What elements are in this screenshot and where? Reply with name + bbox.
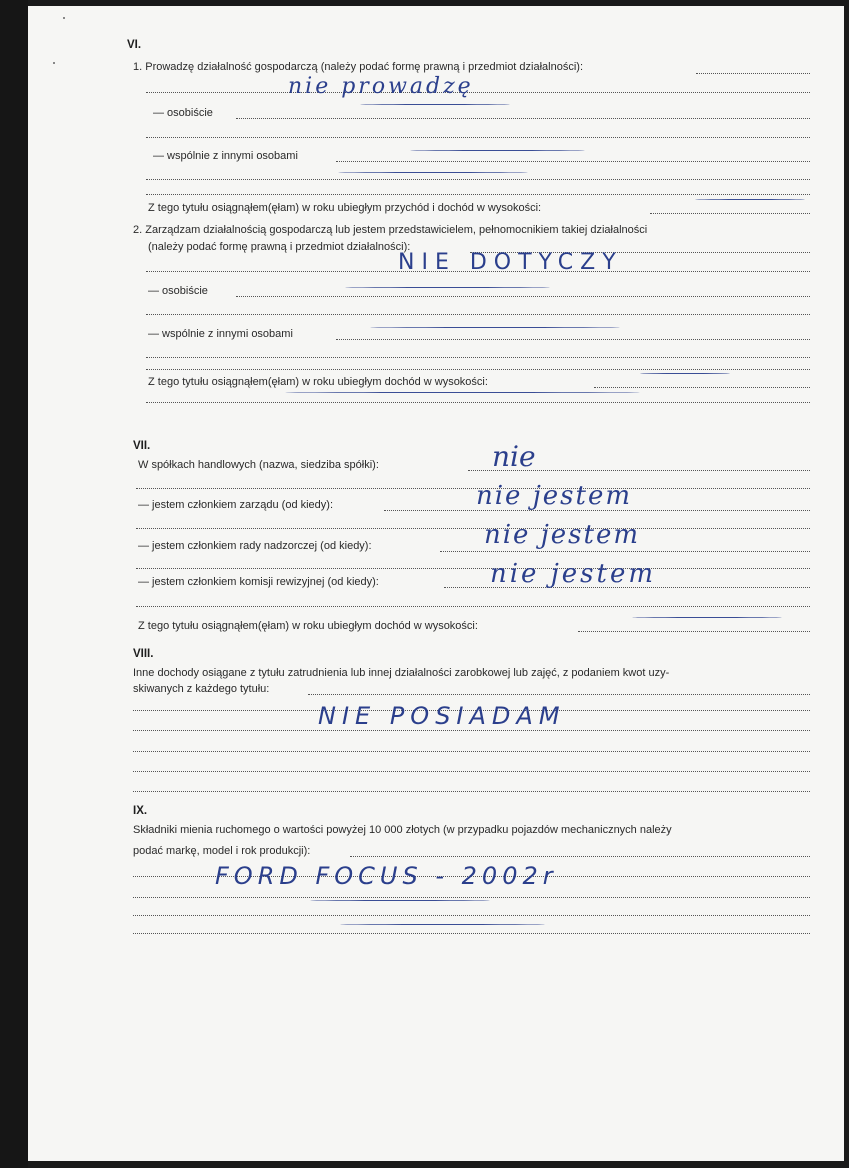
answer-line	[236, 296, 810, 297]
answer-line	[133, 730, 810, 731]
answer-line	[650, 213, 810, 214]
handwritten-stroke	[340, 924, 545, 925]
osobiscie-label: — osobiście	[153, 107, 213, 119]
answer-line	[146, 179, 810, 180]
question-1-label: 1. Prowadzę działalność gospodarczą (należy podać formę prawną i przedmiot działalności):	[133, 61, 584, 73]
answer-line	[146, 92, 810, 93]
mienie-label: Składniki mienia ruchomego o wartości powyżej 10 000 złotych (w przypadku pojazdów mechanicznych należy	[133, 824, 672, 836]
wspolnie-label-2: — wspólnie z innymi osobami	[148, 328, 293, 340]
handwritten-stroke	[285, 392, 640, 393]
answer-line	[350, 856, 810, 857]
answer-line	[146, 137, 810, 138]
handwritten-answer-rada: nie jestem	[484, 520, 640, 550]
answer-line	[594, 387, 810, 388]
scan-edge-left	[0, 0, 28, 1168]
handwritten-answer-mienie: FORD FOCUS - 2002r	[215, 862, 558, 890]
answer-line	[133, 933, 810, 934]
inne-dochody-label-cont: skiwanych z każdego tytułu:	[133, 683, 270, 695]
answer-line	[146, 314, 810, 315]
inne-dochody-label: Inne dochody osiągane z tytułu zatrudnienia lub innej działalności zarobkowej lub zajęć, z podaniem kwot uzy-	[133, 667, 670, 679]
osobiscie-label-2: — osobiście	[148, 285, 208, 297]
zarzad-label: — jestem członkiem zarządu (od kiedy):	[138, 499, 334, 511]
scan-speck	[63, 17, 65, 19]
answer-line	[136, 488, 810, 489]
question-2-label-cont: (należy podać formę prawną i przedmiot działalności):	[148, 241, 411, 253]
handwritten-answer-q2: NIE DOTYCZY	[398, 250, 623, 275]
handwritten-stroke	[632, 617, 782, 618]
handwritten-answer-komisja: nie jestem	[490, 559, 656, 589]
income-label-1: Z tego tytułu osiągnąłem(ęłam) w roku ubiegłym przychód i dochód w wysokości:	[148, 202, 542, 214]
answer-line	[440, 551, 810, 552]
answer-line	[146, 194, 810, 195]
handwritten-answer-q1: nie prowadzę	[288, 74, 474, 99]
komisja-label: — jestem członkiem komisji rewizyjnej (od kiedy):	[138, 576, 379, 588]
handwritten-stroke	[338, 172, 528, 173]
income-label-2: Z tego tytułu osiągnąłem(ęłam) w roku ubiegłym dochód w wysokości:	[148, 376, 488, 388]
answer-line	[146, 402, 810, 403]
answer-line	[308, 694, 810, 695]
answer-line	[336, 339, 810, 340]
handwritten-answer-inne-dochody: NIE POSIADAM	[318, 702, 566, 730]
income-label-7: Z tego tytułu osiągnąłem(ęłam) w roku ubiegłym dochód w wysokości:	[138, 620, 478, 632]
answer-line	[133, 915, 810, 916]
answer-line	[136, 528, 810, 529]
answer-line	[578, 631, 810, 632]
spolki-label: W spółkach handlowych (nazwa, siedziba spółki):	[138, 459, 379, 471]
answer-line	[133, 791, 810, 792]
handwritten-stroke	[695, 199, 805, 200]
answer-line	[133, 897, 810, 898]
handwritten-answer-zarzad: nie jestem	[476, 481, 632, 511]
section-heading-ix: IX.	[133, 805, 148, 817]
wspolnie-label: — wspólnie z innymi osobami	[153, 150, 298, 162]
handwritten-stroke	[640, 373, 730, 374]
answer-line	[146, 357, 810, 358]
section-heading-vi: VI.	[127, 39, 142, 51]
rada-label: — jestem członkiem rady nadzorczej (od kiedy):	[138, 540, 372, 552]
answer-line	[133, 751, 810, 752]
answer-line	[236, 118, 810, 119]
answer-line	[136, 606, 810, 607]
section-heading-viii: VIII.	[133, 648, 154, 660]
answer-line	[696, 73, 810, 74]
handwritten-stroke	[310, 900, 490, 901]
answer-line	[146, 369, 810, 370]
answer-line	[136, 568, 810, 569]
handwritten-stroke	[345, 287, 550, 288]
answer-line	[133, 771, 810, 772]
question-2-label: 2. Zarządzam działalnością gospodarczą lub jestem przedstawicielem, pełnomocnikiem takiej działalności	[133, 224, 648, 236]
scan-speck	[53, 62, 55, 64]
handwritten-stroke	[370, 327, 620, 328]
answer-line	[336, 161, 810, 162]
handwritten-answer-spolki: nie	[492, 440, 536, 473]
handwritten-stroke	[360, 104, 510, 105]
mienie-label-cont: podać markę, model i rok produkcji):	[133, 845, 311, 857]
section-heading-vii: VII.	[133, 440, 151, 452]
handwritten-stroke	[410, 150, 585, 151]
